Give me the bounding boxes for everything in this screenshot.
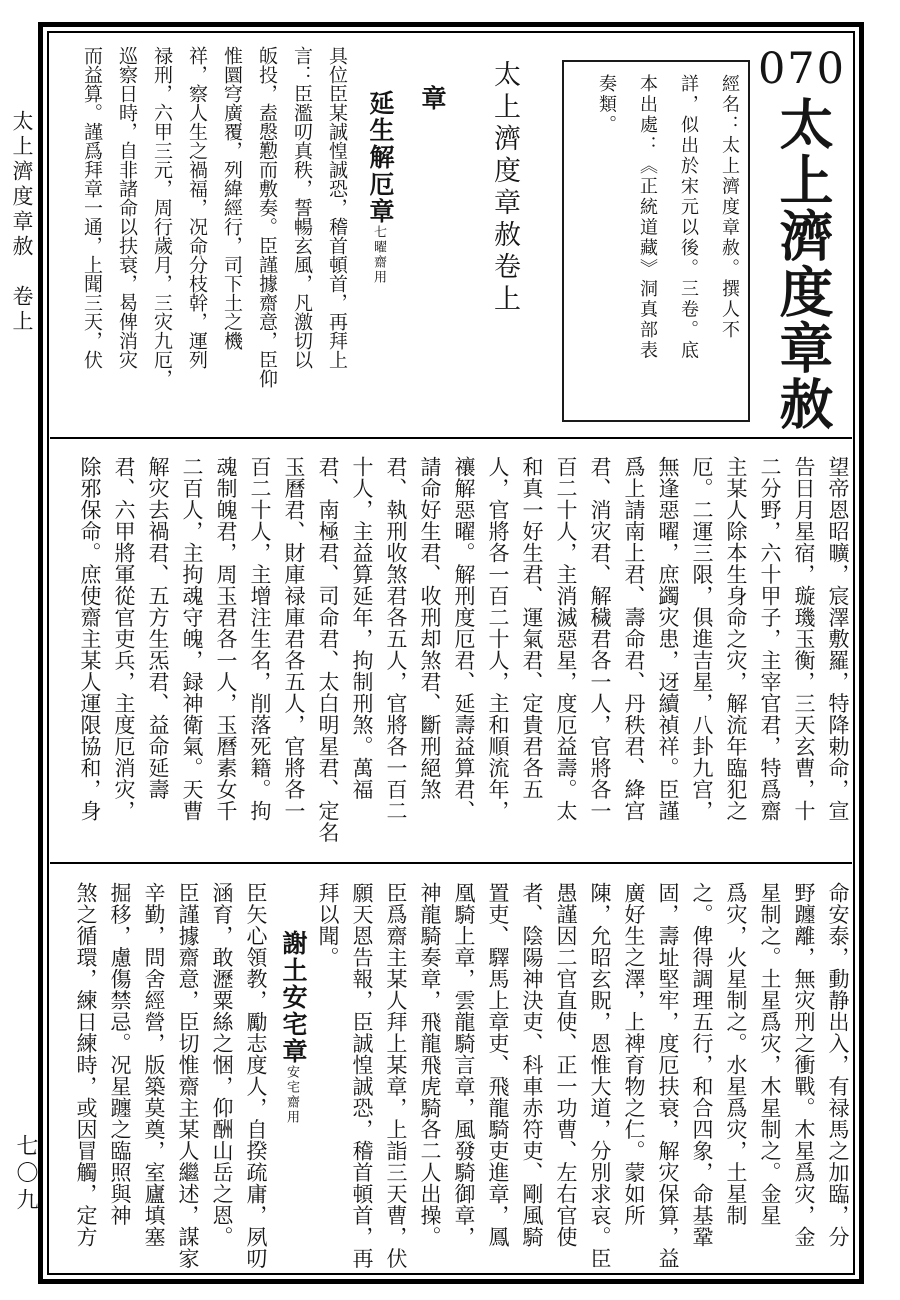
text-column: 者、陰陽神決吏、科車赤符吏、剛風騎 <box>520 882 544 1248</box>
text-column: 禳解惡曜。解刑度厄君、延壽益算君、 <box>452 456 476 822</box>
text-column: 廣好生之澤，上禆育物之仁。蒙如所 <box>622 882 646 1226</box>
horizontal-rule <box>50 862 852 864</box>
text-column: 十人，主益算延年，拘制刑煞。萬福 <box>350 456 374 800</box>
main-title: 太上濟度章赦 <box>772 96 832 432</box>
text-column: 臣爲齋主某人拜上某章，上詣三天曹，伏 <box>384 882 408 1269</box>
section-top <box>52 36 850 437</box>
page-number: 七〇九 <box>14 1134 39 1215</box>
text-column: 具位臣某誠惶誠恐，稽首頓首，再拜上 <box>326 46 347 369</box>
text-column: 拜以聞。 <box>316 882 340 968</box>
text-column: 言：臣濫叨真秩，誓暢玄風，凡激切以 <box>291 46 312 369</box>
text-column: 願天恩告報，臣誠惶誠恐，稽首頓首，再 <box>350 882 374 1269</box>
colophon-box <box>562 60 750 422</box>
text-column: 二分野，六十甲子，主宰官君，特爲齋 <box>758 456 782 822</box>
chapter-title: 延生解厄章 <box>366 90 393 225</box>
text-column: 命安泰，動静出入，有禄馬之加臨，分 <box>826 882 850 1248</box>
text-column: 而益算。謹爲拜章一通，上聞三天，伏 <box>81 46 102 369</box>
text-column: 望帝恩昭曠，宸澤敷羅，特降勅命，宣 <box>826 456 850 822</box>
text-column: 爲灾，火星制之。水星爲灾，土星制 <box>724 882 748 1226</box>
text-column: 凰騎上章，雲龍騎言章，風發騎御章， <box>452 882 476 1248</box>
text-column: 君、執刑收煞君各五人，官將各一百二 <box>384 456 408 822</box>
text-column: 皈投，盍慇懃而敷奏。臣謹據齋意，臣仰 <box>256 46 277 388</box>
horizontal-rule <box>50 437 852 439</box>
chapter-note: 七曜齋用 <box>372 225 387 285</box>
text-column: 煞之循環，練日練時，或因冒觸，定方 <box>74 882 98 1248</box>
chapter-title: 謝土安宅章 <box>279 930 306 1065</box>
text-column: 爲上請南上君、壽命君、丹秩君、絳宫 <box>622 456 646 822</box>
page-frame <box>38 22 864 1284</box>
colophon-column: 經名：太上濟度章赦。撰人不 <box>720 74 740 341</box>
doc-number: 070 <box>757 44 847 94</box>
text-column: 無逢惡曜，庶蠲灾患，迓續禎祥。臣謹 <box>656 456 680 822</box>
text-column: 除邪保命。庶使齋主某人運限協和，身 <box>78 456 102 822</box>
section-middle <box>52 441 850 861</box>
text-column: 辛勤，問舍經營，版築莫奠，室廬填塞 <box>142 882 166 1248</box>
colophon-column: 奏類。 <box>597 74 617 136</box>
text-column: 愚謹因二官直使、正一功曹、左右官使 <box>554 882 578 1248</box>
text-column: 主某人除本生身命之灾，解流年臨犯之 <box>724 456 748 822</box>
text-column: 解灾去禍君、五方生炁君、益命延壽 <box>146 456 170 800</box>
text-column: 君、南極君、司命君、太白明星君、定名 <box>316 456 340 843</box>
colophon-column: 本出處：《正統道藏》洞真部表 <box>638 74 658 361</box>
text-column: 巡察日時，自非諸命以扶衰，曷俾消灾 <box>116 46 137 369</box>
text-column: 野躔離，無灾刑之衝戰。木星爲灾，金 <box>792 882 816 1248</box>
text-column: 之。俾得調理五行，和合四象，命基鞏 <box>690 882 714 1248</box>
text-column: 掘移，慮傷禁忌。况星躔之臨照與神 <box>108 882 132 1226</box>
text-column: 玉曆君、財庫禄庫君各五人，官將各一 <box>282 456 306 822</box>
text-column: 君、消灾君、解穢君各一人，官將各一 <box>588 456 612 822</box>
text-column: 固，壽址堅牢，度厄扶衰，解灾保算，益 <box>656 882 680 1269</box>
text-column: 祥，察人生之禍福，况命分枝幹，運列 <box>186 46 207 369</box>
text-column: 和真一好生君、運氣君、定貴君各五 <box>520 456 544 800</box>
text-column: 星制之。土星爲灾，木星制之。金星 <box>758 882 782 1226</box>
text-column: 百二十人，主消滅惡星，度厄益壽。太 <box>554 456 578 822</box>
chapter-heading-xietu <box>268 866 306 1272</box>
text-column: 惟圜穹廣覆，列緯經行，司下土之機 <box>221 46 242 350</box>
text-column: 魂制魄君，周玉君各一人，玉曆素女千 <box>214 456 238 822</box>
chapter-note: 安宅齋用 <box>285 1065 300 1125</box>
text-column: 臣謹據齋意，臣切惟齋主某人繼述，謀家 <box>176 882 200 1269</box>
running-title: 太上濟度章赦 卷上 <box>10 110 34 335</box>
volume-title: 太上濟度章赦卷上 <box>490 60 520 316</box>
colophon-column: 詳，似出於宋元以後。三卷。底 <box>679 74 699 361</box>
text-column: 人，官將各一百二十人，主和順流年， <box>486 456 510 822</box>
section-heading: 章 <box>418 85 445 111</box>
text-column: 禄刑，六甲三元，周行歲月，三灾九厄， <box>151 46 172 388</box>
text-column: 涵育，敢瀝粟絲之悃，仰酬山岳之恩。 <box>210 882 234 1248</box>
text-column: 君、六甲將軍從官吏兵，主度厄消灾， <box>112 456 136 822</box>
text-column: 二百人，主拘魂守魄，録神衛氣。天曹 <box>180 456 204 822</box>
title-block <box>750 36 850 437</box>
text-column: 請命好生君、收刑却煞君、斷刑絕煞 <box>418 456 442 800</box>
section-bottom <box>52 866 850 1272</box>
text-column: 百二十人，主增注生名，削落死籍。拘 <box>248 456 272 822</box>
text-column: 陳，允昭玄貺，恩惟大道，分別求哀。臣 <box>588 882 612 1269</box>
text-column: 臣矢心領教，勵志度人，自揆疏庸，夙叨 <box>244 882 268 1269</box>
text-column: 告日月星宿，璇璣玉衡，三天玄曹，十 <box>792 456 816 822</box>
text-column: 厄。二運三限，俱進吉星，八卦九宫， <box>690 456 714 822</box>
chapter-heading-yansheng <box>355 36 393 437</box>
text-column: 神龍騎奏章，飛龍飛虎騎各二人出操。 <box>418 882 442 1248</box>
text-column: 置吏、驛馬上章吏、飛龍騎吏進章，鳳 <box>486 882 510 1248</box>
